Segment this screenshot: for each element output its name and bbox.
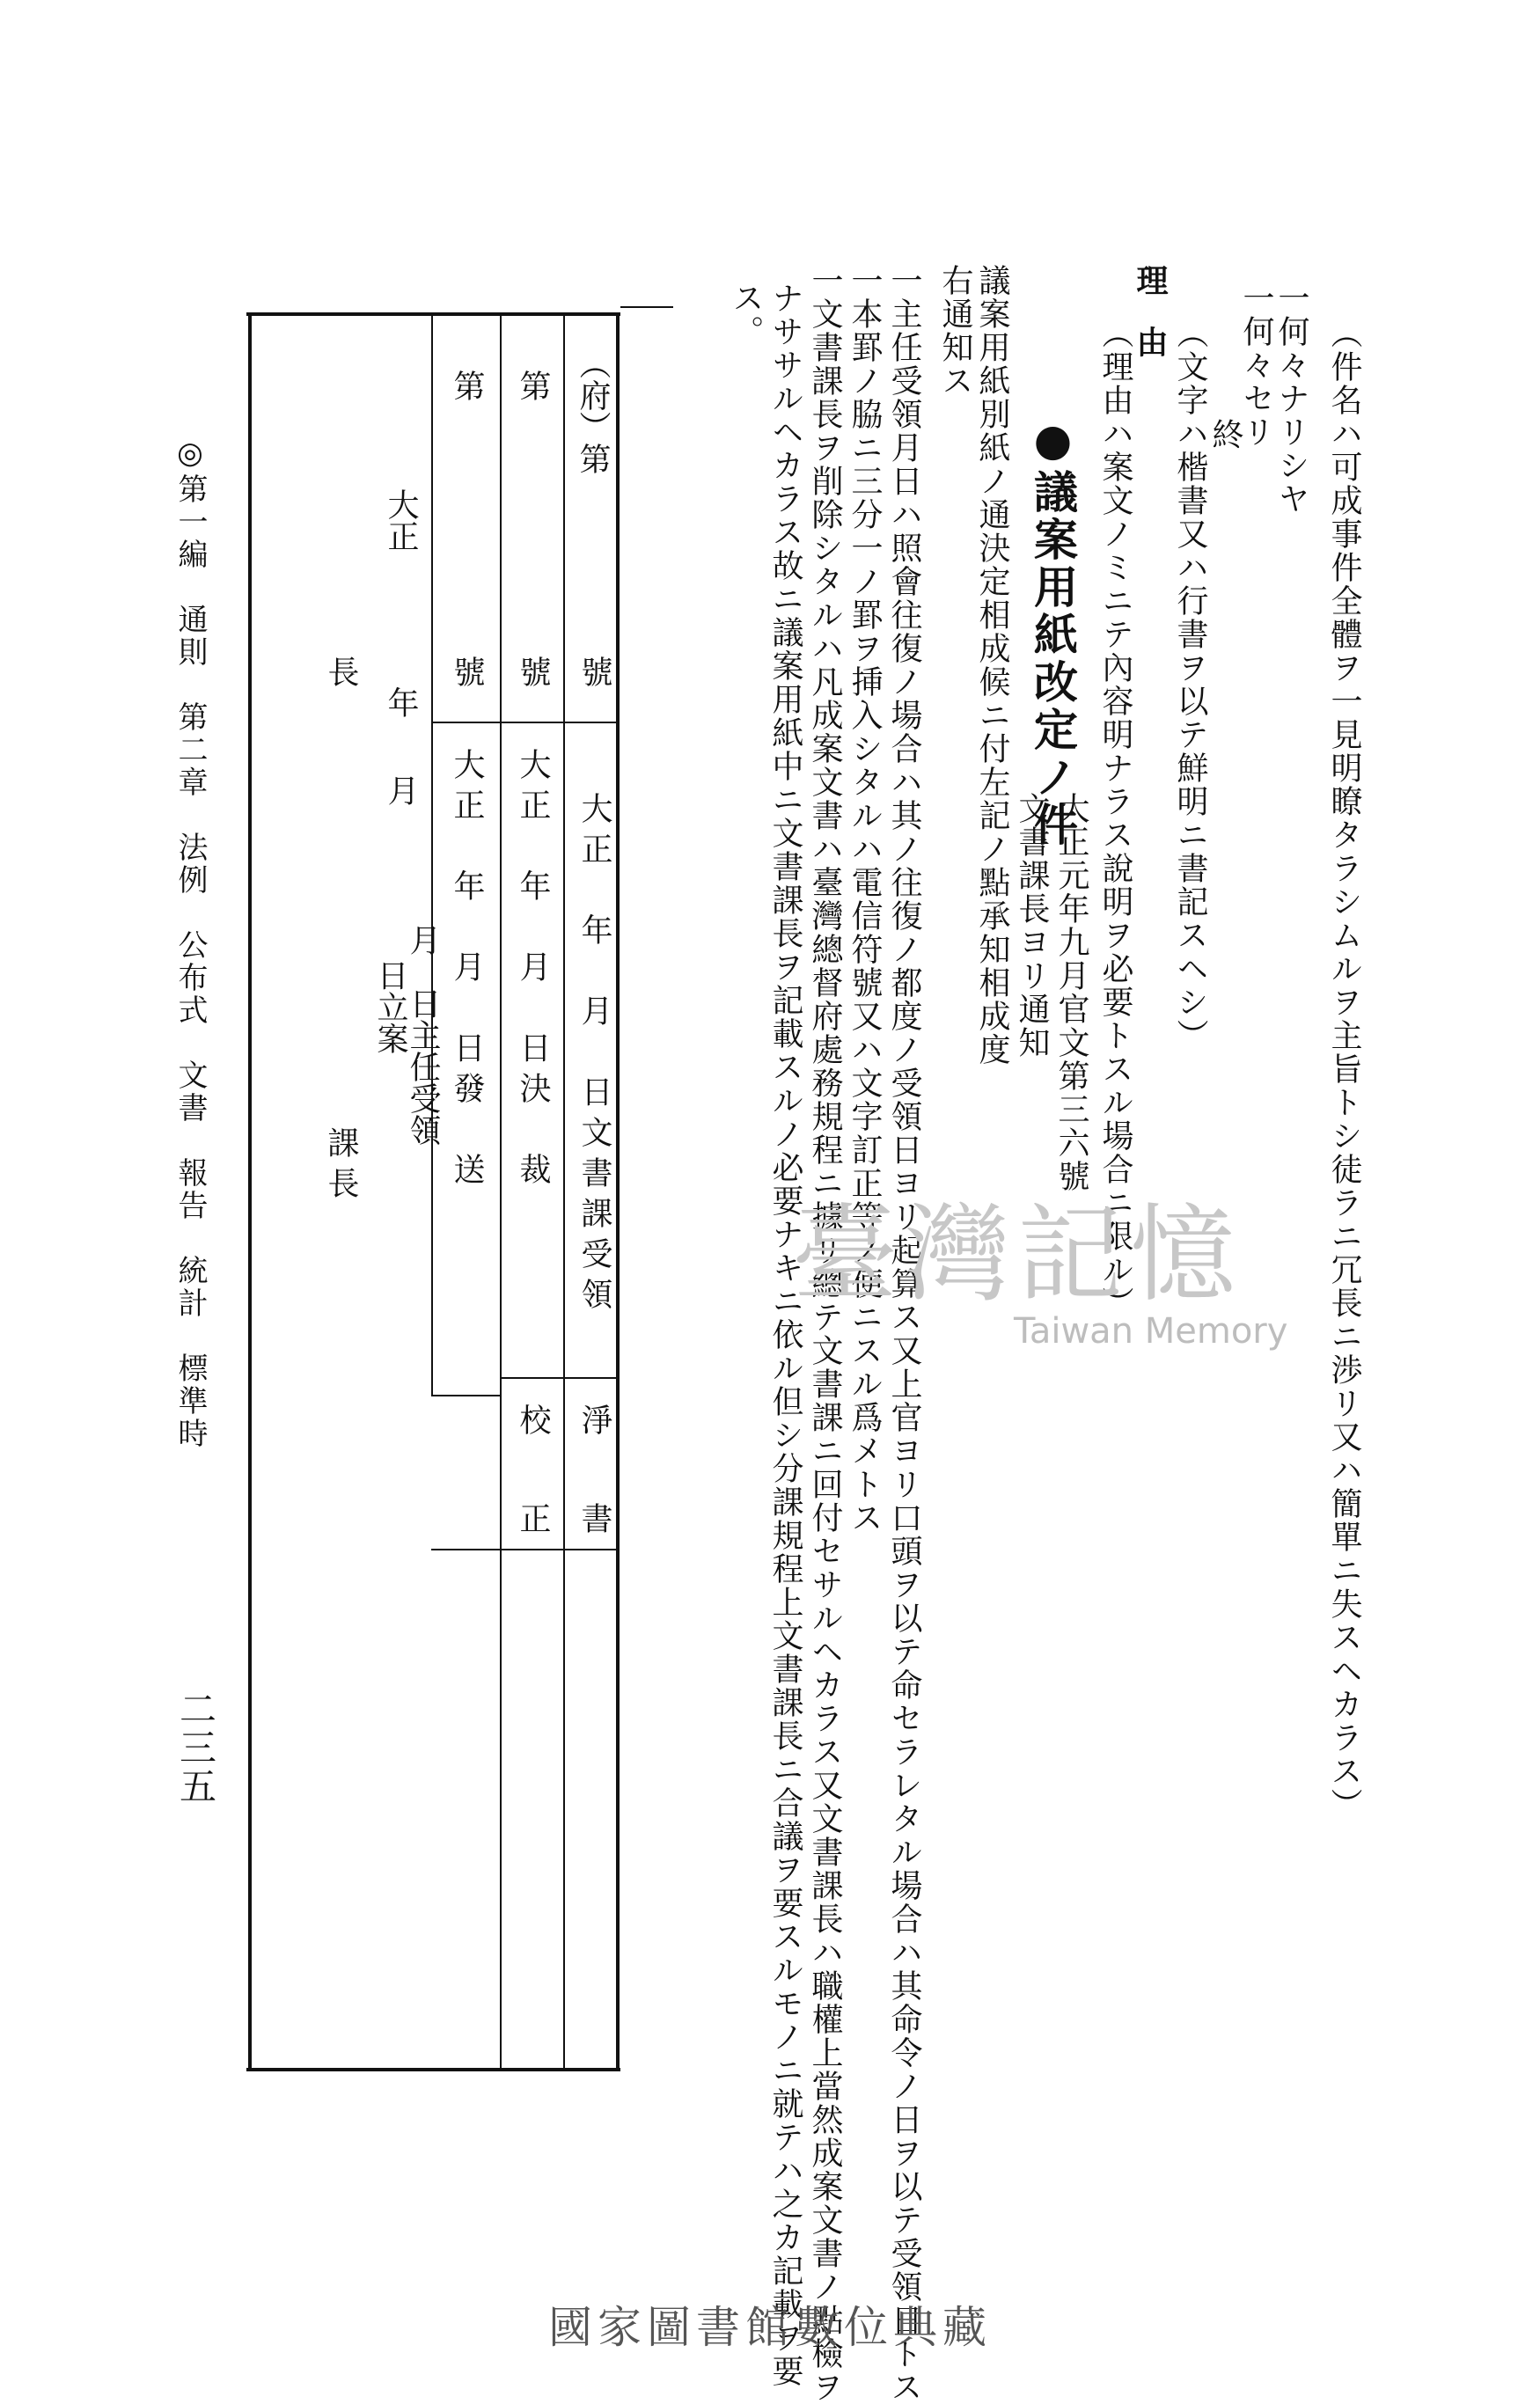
form-col1-date: 大正 年 月 日文書課受領 <box>576 792 612 1318</box>
intro-line-1: 議案用紙別紙ノ通決定相成候ニ付左記ノ點承知相成度 <box>974 264 1010 1066</box>
form-col4-receipt: 月 日主任受領 <box>405 924 441 1146</box>
text-line-item-2: 一何々セリ <box>1238 282 1274 449</box>
form-col2-right: 校 正 <box>515 1404 551 1551</box>
reference-number: 大正元年九月官文第三六號 <box>1053 792 1089 1193</box>
text-line-reason-note: （理由ハ案文ノミニテ內容明ナラス說明ヲ必要トスル場合ニ限ル） <box>1097 317 1133 1320</box>
form-col1-label: （府）第 <box>575 348 611 474</box>
form-col5-section-chief: 課長 <box>323 1126 359 1207</box>
text-line-writing-note: （文字ハ楷書又ハ行書ヲ以テ鮮明ニ書記スヘシ） <box>1172 317 1208 1052</box>
text-line-item-1: 一何々ナリシヤ <box>1273 282 1309 516</box>
form-col1-right: 淨 書 <box>576 1404 612 1551</box>
item-line-3: 一文書課長ヲ削除シタルハ凡成案文書ハ臺灣總督府處務規程ニ據リ總テ文書課ニ回付セサルヘカラス又文書課長ハ職權上當然成案文書ノ點檢ヲ <box>807 264 843 2404</box>
watermark-logo: 臺灣記憶 <box>792 1194 1243 1316</box>
section-heading: ●議案用紙改定ノ件 <box>1027 414 1079 849</box>
form-col4-year: 年 <box>383 686 419 718</box>
item-line-4: ナササルヘカラス故ニ議案用紙中ニ文書課長ヲ記載スルノ必要ナキニ依ル但シ分課規程上文書課長ニ合議ヲ要スルモノニ就テハ之カ記載ヲ要 <box>767 282 803 2388</box>
item-line-5: ス。 <box>728 282 764 348</box>
text-line-end: 終 <box>1207 418 1243 451</box>
text-line-reason-label: 理由 <box>1132 264 1169 387</box>
running-head: ◎第一編 通則 第二章 法例 公布式 文書 報告 統計 標準時 <box>172 436 208 1450</box>
text-line-subject-note: （件名ハ可成事件全體ヲ一見明瞭タラシムルヲ主旨トシ徒ラニ冗長ニ渉リ又ハ簡單ニ失スヘカラス） <box>1326 317 1362 1821</box>
item-line-1: 一主任受領月日ハ照會往復ノ場合ハ其ノ往復ノ都度ノ受領日ヨリ起算ス又上官ヨリ口頭ヲ以テ命セラレタル場合ハ其命令ノ日ヲ以テ受領日トス <box>886 264 922 2404</box>
form-col3-label: 第 <box>449 370 485 401</box>
form-col2-hao: 號 <box>515 656 551 687</box>
form-col4-month: 月 <box>383 774 419 806</box>
watermark-english: Taiwan Memory <box>1014 1311 1288 1352</box>
form-col3-date: 大正 年 月 日發 送 <box>449 748 485 1193</box>
form-col5-chief: 長 <box>323 656 359 687</box>
reference-from: 文書課長ヨリ通知 <box>1014 792 1050 1059</box>
footer-collection-mark: 國家圖書館數位典藏 <box>548 2302 992 2353</box>
page-number: 二三五 <box>174 1689 217 1806</box>
form-col2-date: 大正 年 月 日決 裁 <box>515 748 551 1193</box>
form-col3-hao: 號 <box>449 656 485 687</box>
form-col4-draft: 日立案 <box>372 959 408 1054</box>
form-col1-hao: 號 <box>576 656 612 687</box>
intro-line-2: 右通知ス <box>937 264 973 398</box>
item-line-2: 一本罫ノ脇ニ三分一ノ罫ヲ挿入シタルハ電信符號又ハ文字訂正等ノ便ニスル爲メトス <box>847 264 883 1535</box>
form-col4-era: 大正 <box>383 488 419 552</box>
form-col2-label: 第 <box>515 370 551 401</box>
